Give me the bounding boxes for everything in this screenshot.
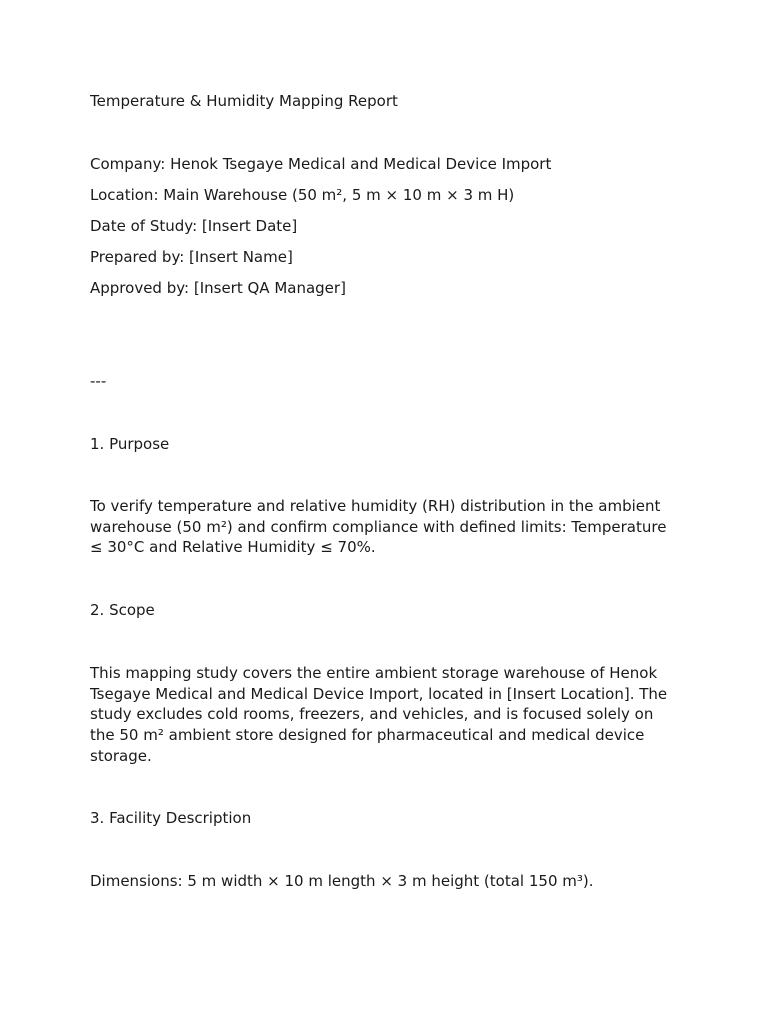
approved-by-line: Approved by: [Insert QA Manager] (90, 279, 346, 297)
section-body-scope: This mapping study covers the entire ambient storage warehouse of Henok Tsegaye Medical and Medical Device Import, located in [Insert Location]. The study excludes cold rooms, freezers, and vehicles, and is focused solely on the 50 m² ambient store designed for pharmaceutical and medical device storage. (90, 664, 668, 765)
document-title: Temperature & Humidity Mapping Report (90, 92, 398, 110)
section-body-purpose: To verify temperature and relative humidity (RH) distribution in the ambient warehouse (50 m²) and confirm compliance with defined limits: Temperature ≤ 30°C and Relative Humidity ≤ 70%. (90, 497, 667, 557)
date-line: Date of Study: [Insert Date] (90, 217, 298, 235)
prepared-by-line: Prepared by: [Insert Name] (90, 248, 293, 266)
section-heading-scope: 2. Scope (90, 601, 155, 619)
section-heading-purpose: 1. Purpose (90, 435, 170, 453)
separator: --- (90, 372, 107, 390)
section-body-facility: Dimensions: 5 m width × 10 m length × 3 m height (total 150 m³). (90, 872, 594, 890)
company-line: Company: Henok Tsegaye Medical and Medical Device Import (90, 155, 552, 173)
location-line: Location: Main Warehouse (50 m², 5 m × 10 m × 3 m H) (90, 186, 515, 204)
section-heading-facility: 3. Facility Description (90, 809, 252, 827)
